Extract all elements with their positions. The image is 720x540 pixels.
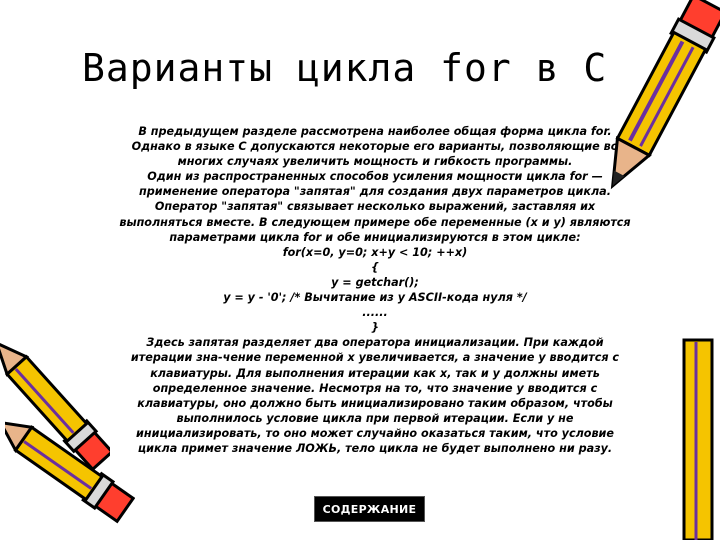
code-line-6: } <box>371 321 379 335</box>
explanation-paragraph: Здесь запятая разделяет два оператора инициализации. При каждой итерации зна-чение переменной x увеличивается, а значение y вводится с клавиатуры. Для выполнения итерации как x, так и y должны иметь определенное значение. Несмотря на то, что значение y вводится с клавиатуры, оно должно быть инициализировано таким образом, чтобы выполнилось условие цикла при первой итерации. Если y не инициализировать, то оно может случайно оказаться таким, что условие цикла примет значение ЛОЖЬ, тело цикла не будет выполнено ни разу. <box>130 336 620 455</box>
slide-body-text <box>118 124 632 456</box>
contents-button[interactable]: СОДЕРЖАНИЕ <box>314 496 425 522</box>
code-line-2: { <box>371 260 379 274</box>
code-line-4: y = y - '0'; /* Вычитание из y ASCII-кода нуля */ <box>223 291 527 305</box>
pencil-clipart-left-2 <box>5 400 135 540</box>
code-line-3: y = getchar(); <box>331 275 419 289</box>
paragraph-1: В предыдущем разделе рассмотрена наиболее общая форма цикла for. Однако в языке C допускаются некоторые его варианты, позволяющие во многих случаях увеличить мощность и гибкость программы. <box>131 125 619 169</box>
slide-title: Варианты цикла for в C <box>82 46 608 90</box>
paragraph-2: Один из распространенных способов усиления мощности цикла for — применение оператора "запятая" для создания двух параметров цикла. Оператор "запятая" связывает несколько выражений, заставляя их выполняться вместе. В следующем примере обе переменные (x и y) являются параметрами цикла for и обе инициализируются в этом цикле: <box>119 170 631 244</box>
code-line-5: ...... <box>362 306 388 320</box>
code-line-1: for(x=0, y=0; x+y < 10; ++x) <box>282 245 468 259</box>
pencil-clipart-bottom-right <box>676 330 720 540</box>
